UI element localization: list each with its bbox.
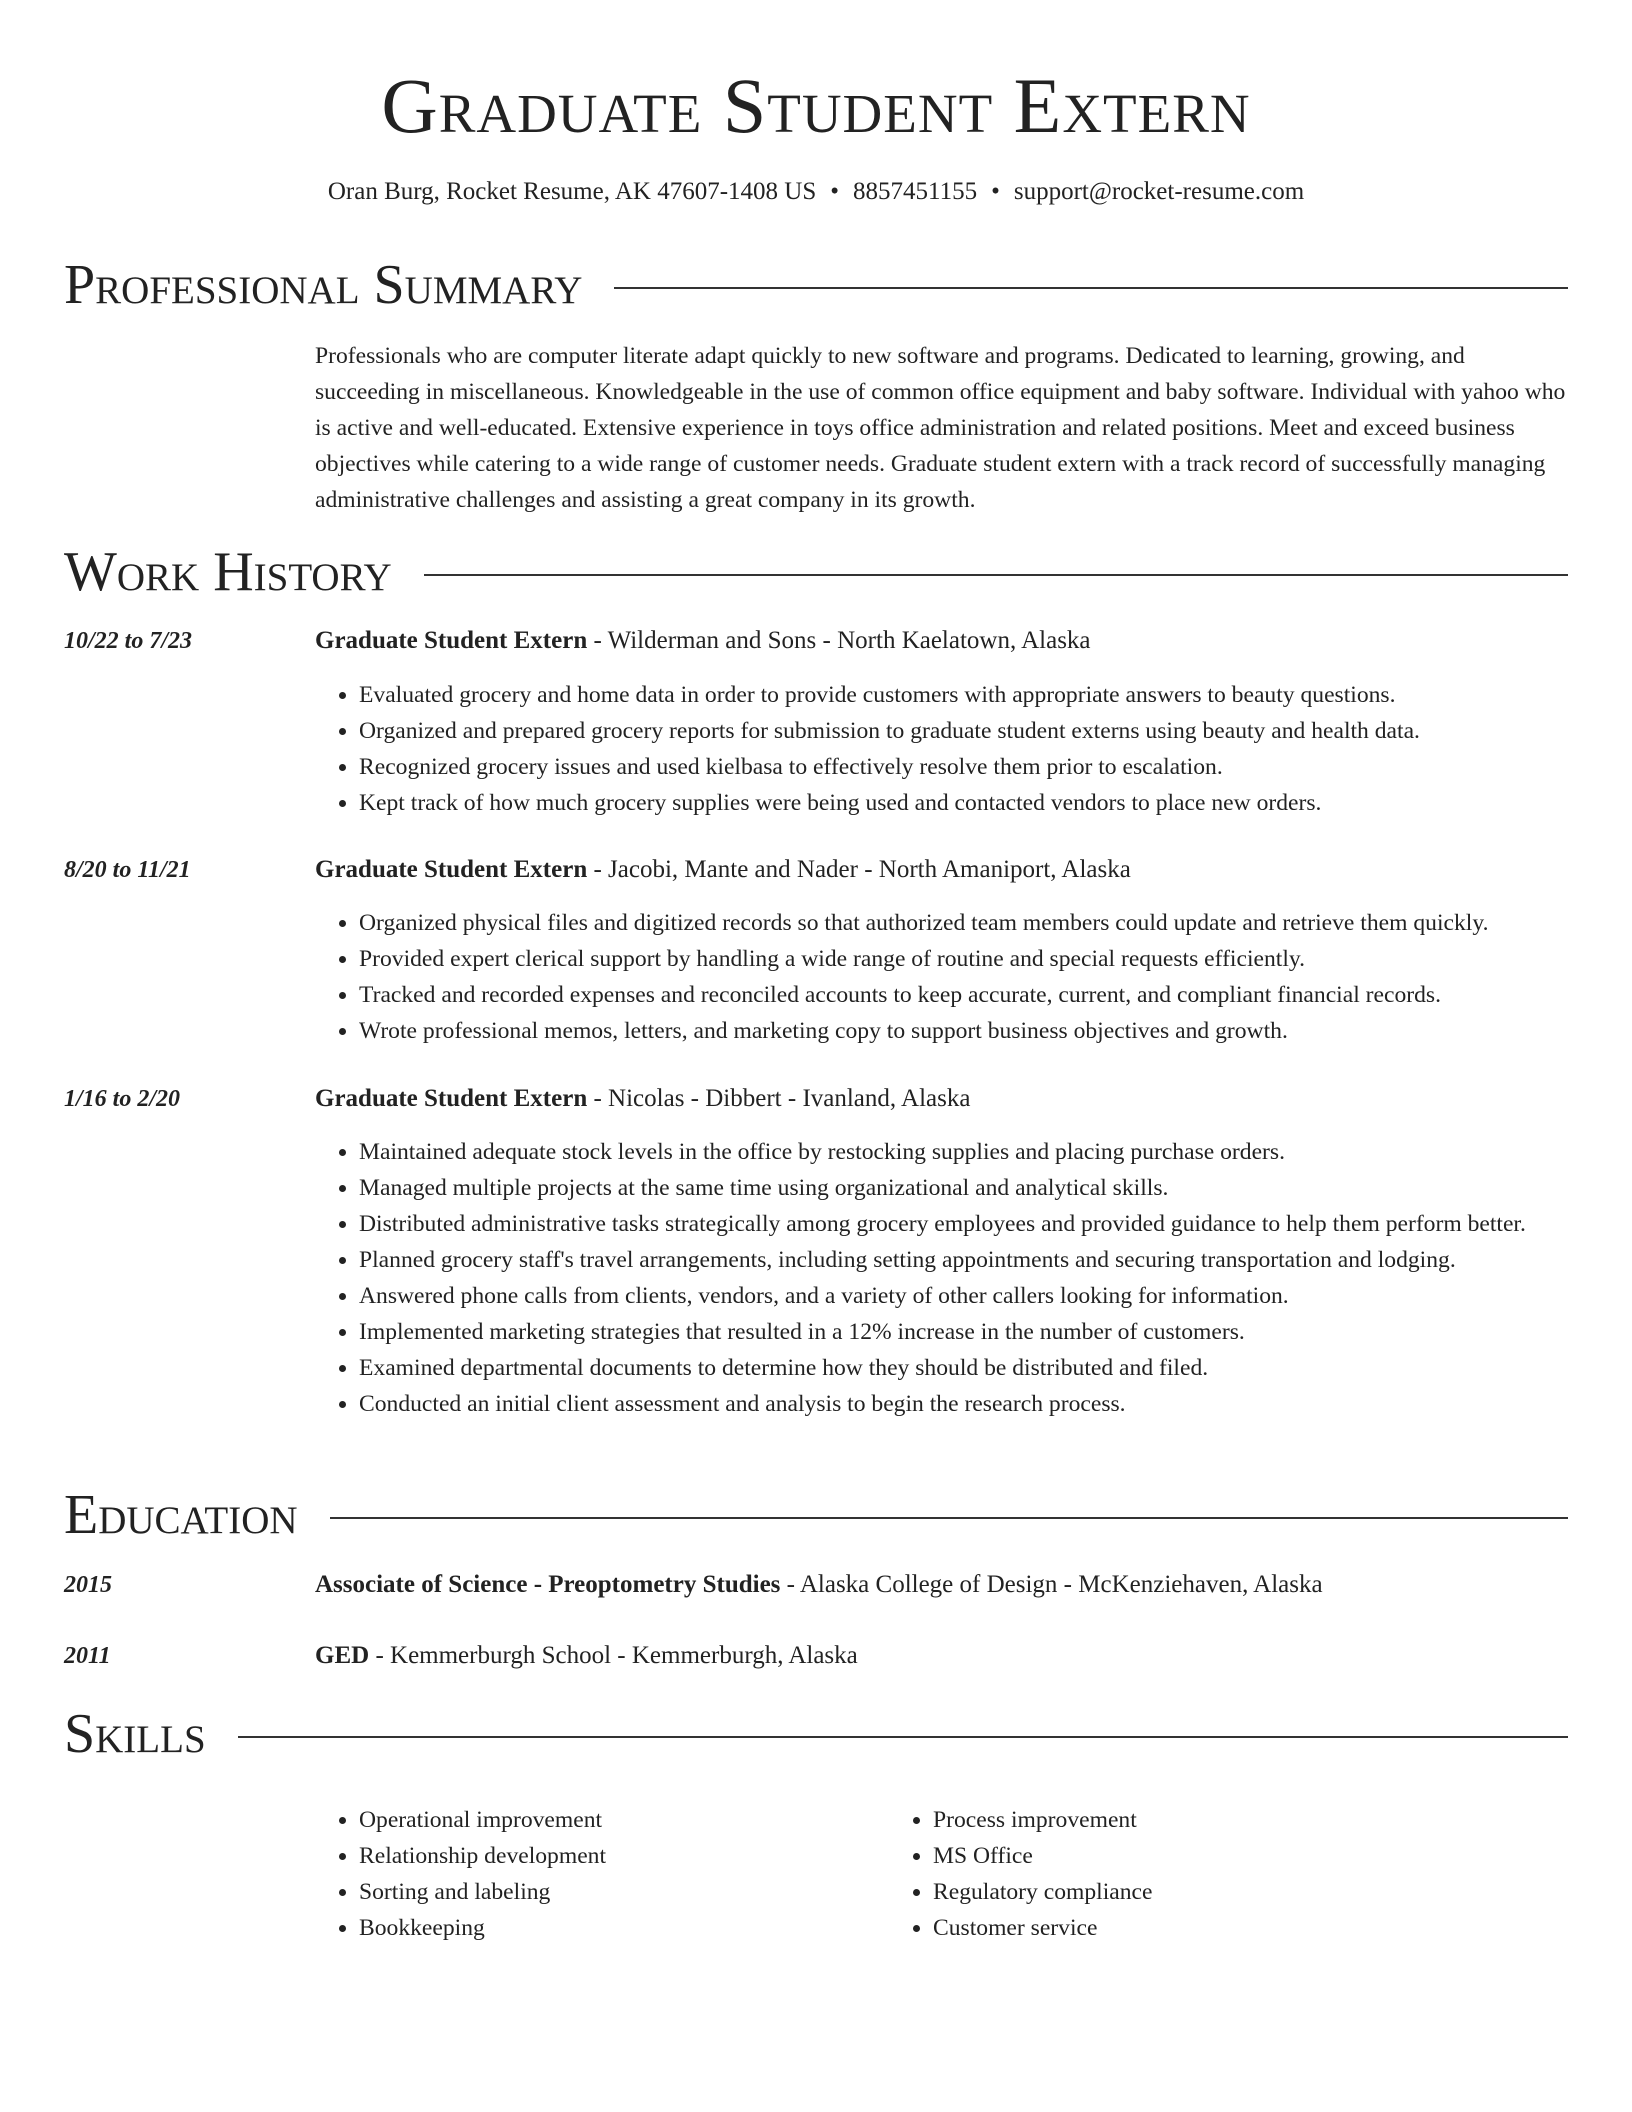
separator-dot: •	[830, 178, 840, 205]
job-heading	[315, 1081, 1568, 1117]
section-heading-summary	[64, 250, 1568, 320]
education-degree: Associate of Science - Preoptometry Studies	[315, 1571, 781, 1598]
education-degree: GED	[315, 1642, 370, 1669]
section-title: Education	[64, 1484, 298, 1546]
job-role: Graduate Student Extern	[315, 1085, 588, 1112]
list-item: • Implemented marketing strategies that resulted in a 12% increase in the number of customers.	[359, 1314, 1568, 1350]
list-item: • Planned grocery staff's travel arrangements, including setting appointments and securing transportation and lodging.	[359, 1242, 1568, 1278]
section-rule	[330, 1517, 1568, 1519]
job-bullets	[315, 1134, 1568, 1422]
job-role: Graduate Student Extern	[315, 856, 588, 883]
skill-item: • MS Office	[933, 1838, 1463, 1874]
skills-column-right	[889, 1802, 1463, 1946]
education-heading	[315, 1638, 858, 1674]
job-heading	[315, 623, 1568, 659]
section-title: Professional Summary	[64, 254, 583, 316]
section-rule	[238, 1736, 1568, 1738]
list-item: • Managed multiple projects at the same time using organizational and analytical skills.	[359, 1170, 1568, 1206]
job-entry	[64, 623, 1568, 823]
education-year: 2011	[64, 1643, 111, 1669]
list-item: • Kept track of how much grocery supplies were being used and contacted vendors to place new orders.	[359, 785, 1568, 821]
job-role: Graduate Student Extern	[315, 627, 588, 654]
list-item: • Evaluated grocery and home data in order to provide customers with appropriate answers to beauty questions.	[359, 677, 1568, 713]
skill-item: • Bookkeeping	[359, 1910, 889, 1946]
job-heading	[315, 852, 1568, 888]
skill-item: • Regulatory compliance	[933, 1874, 1463, 1910]
job-dates: 1/16 to 2/20	[64, 1086, 181, 1112]
skills-column-left	[315, 1802, 889, 1946]
list-item: • Wrote professional memos, letters, and marketing copy to support business objectives and growth.	[359, 1013, 1568, 1049]
skill-item: • Relationship development	[359, 1838, 889, 1874]
skill-item: • Sorting and labeling	[359, 1874, 889, 1910]
list-item: • Organized and prepared grocery reports for submission to graduate student externs using beauty and health data.	[359, 713, 1568, 749]
section-title: Skills	[64, 1703, 206, 1765]
list-item: • Conducted an initial client assessment and analysis to begin the research process.	[359, 1386, 1568, 1422]
education-entry	[64, 1638, 1568, 1674]
list-item: • Maintained adequate stock levels in the office by restocking supplies and placing purchase orders.	[359, 1134, 1568, 1170]
education-year: 2015	[64, 1572, 112, 1598]
skill-item: • Operational improvement	[359, 1802, 889, 1838]
list-item: • Tracked and recorded expenses and reconciled accounts to keep accurate, current, and compliant financial records.	[359, 977, 1568, 1013]
job-entry	[64, 1081, 1568, 1461]
contact-line	[0, 174, 1632, 210]
job-bullets	[315, 905, 1568, 1049]
skill-item: • Process improvement	[933, 1802, 1463, 1838]
separator-dot: •	[991, 178, 1000, 205]
education-entry	[64, 1567, 1568, 1603]
section-rule	[424, 574, 1568, 576]
resume-name: Graduate Student Extern	[381, 62, 1251, 149]
skills-list	[315, 1802, 1568, 1946]
education-details: - Alaska College of Design - McKenziehaven, Alaska	[780, 1571, 1323, 1598]
summary-text: Professionals who are computer literate adapt quickly to new software and programs. Dedicated to learning, growing, and succeeding in miscellaneous. Knowledgeable in the use of common office equipment and baby software. Individual with yahoo who is active and well-educated. Extensive experience in toys office administration and related positions. Meet and exceed business objectives while catering to a wide range of customer needs. Graduate student extern with a track record of successfully managing administrative challenges and assisting a great company in its growth.	[315, 343, 1566, 513]
section-heading-work	[64, 537, 1568, 607]
list-item: • Answered phone calls from clients, vendors, and a variety of other callers looking for information.	[359, 1278, 1568, 1314]
job-details: - Nicolas - Dibbert - Ivanland, Alaska	[587, 1085, 971, 1112]
list-item: • Examined departmental documents to determine how they should be distributed and filed.	[359, 1350, 1568, 1386]
section-heading-skills	[64, 1699, 1568, 1769]
job-dates: 10/22 to 7/23	[64, 628, 193, 654]
job-bullets	[315, 677, 1568, 821]
contact-email: support@rocket-resume.com	[1013, 178, 1305, 205]
skill-item: • Customer service	[933, 1910, 1463, 1946]
section-title: Work History	[64, 541, 392, 603]
job-details: - Wilderman and Sons - North Kaelatown, Alaska	[587, 627, 1091, 654]
education-heading	[315, 1567, 1323, 1603]
job-details: - Jacobi, Mante and Nader - North Amaniport, Alaska	[587, 856, 1131, 883]
list-item: • Provided expert clerical support by handling a wide range of routine and special requests efficiently.	[359, 941, 1568, 977]
contact-address: Oran Burg, Rocket Resume, AK 47607-1408 US	[327, 178, 817, 205]
list-item: • Recognized grocery issues and used kielbasa to effectively resolve them prior to escalation.	[359, 749, 1568, 785]
section-heading-education	[64, 1480, 1568, 1550]
section-rule	[614, 287, 1568, 289]
list-item: • Organized physical files and digitized records so that authorized team members could update and retrieve them quickly.	[359, 905, 1568, 941]
education-details: - Kemmerburgh School - Kemmerburgh, Alaska	[369, 1642, 858, 1669]
job-entry	[64, 852, 1568, 1052]
list-item: • Distributed administrative tasks strategically among grocery employees and provided guidance to help them perform better.	[359, 1206, 1568, 1242]
job-dates: 8/20 to 11/21	[64, 857, 191, 883]
contact-phone: 8857451155	[853, 178, 978, 205]
